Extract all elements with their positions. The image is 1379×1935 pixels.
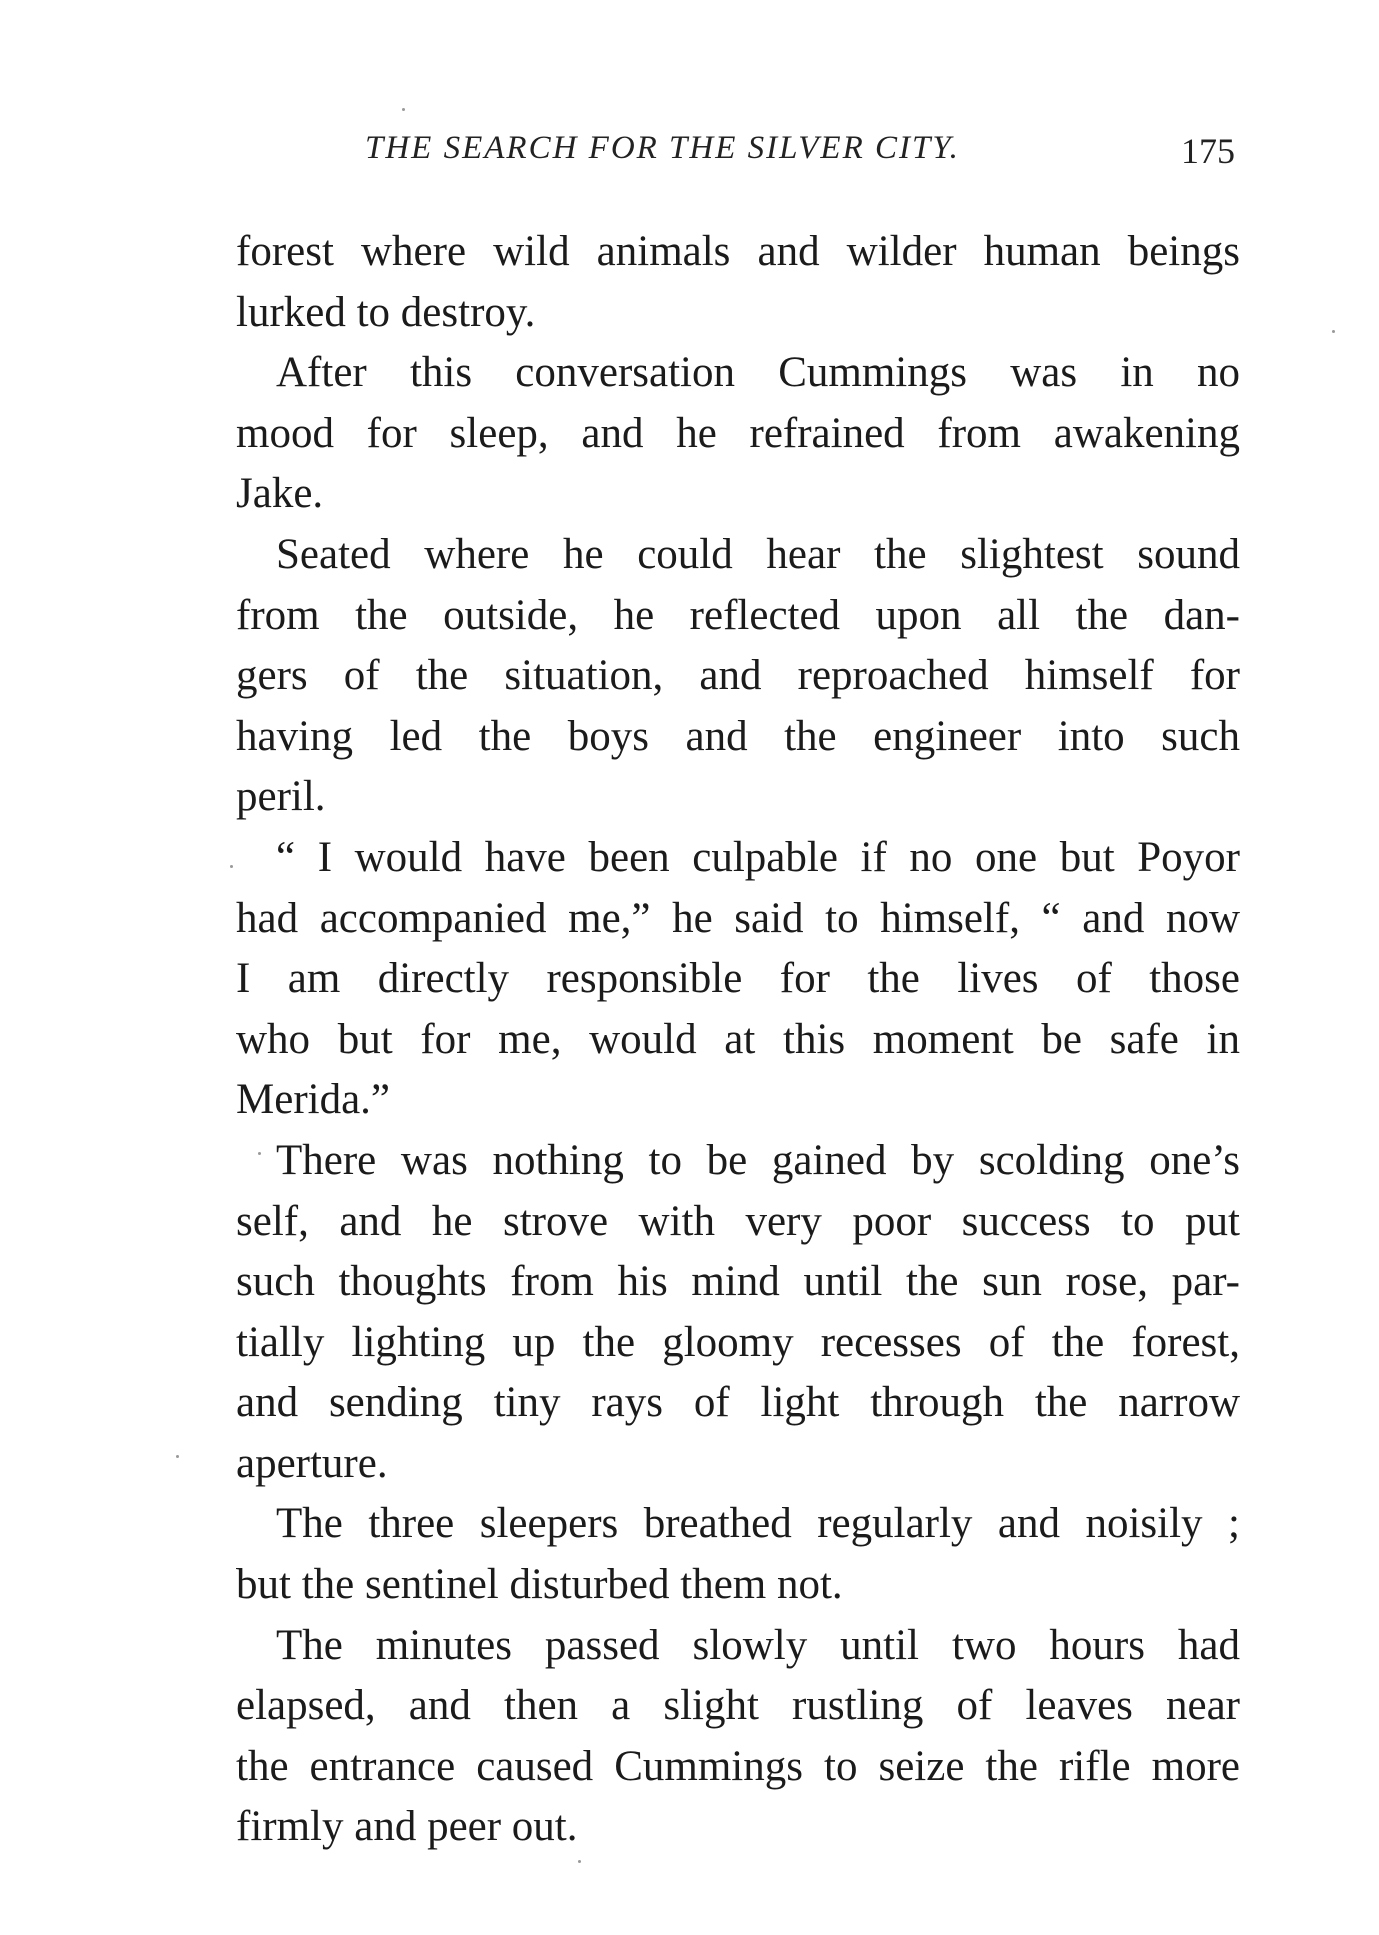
text-line: and sending tiny rays of light through the narrow [236,1379,1240,1427]
text-line: lurked to destroy. [236,288,536,336]
paragraph [236,343,1240,525]
print-speck [176,1455,179,1458]
text-line: The three sleepers breathed regularly and noisily ; [276,1500,1240,1548]
paragraph [236,1616,1240,1858]
text-line: Jake. [236,470,324,518]
text-line: Seated where he could hear the slightest sound [276,530,1240,578]
paragraph [236,1494,1240,1615]
text-line: tially lighting up the gloomy recesses of the forest, [236,1318,1240,1366]
paragraph [236,1131,1240,1495]
text-line: The minutes passed slowly until two hours had [276,1621,1240,1669]
text-line: “ I would have been culpable if no one but Poyor [276,833,1240,881]
print-speck [402,108,405,111]
paragraph [236,828,1240,1131]
text-line: such thoughts from his mind until the sun rose, par- [236,1258,1240,1306]
paragraph [236,222,1240,343]
paragraph [236,525,1240,828]
text-line: firmly and peer out. [236,1803,578,1851]
print-speck [578,1860,581,1863]
text-line: There was nothing to be gained by scolding one’s [276,1136,1240,1184]
text-line: mood for sleep, and he refrained from awakening [236,409,1240,457]
text-line: gers of the situation, and reproached himself for [236,652,1240,700]
text-line: the entrance caused Cummings to seize the rifle more [236,1742,1240,1790]
text-line: peril. [236,773,326,821]
page-number: 175 [1181,131,1235,171]
text-line: having led the boys and the engineer into such [236,712,1240,760]
text-line: who but for me, would at this moment be safe in [236,1015,1240,1063]
body-text [236,222,1240,1858]
text-line: from the outside, he reflected upon all the dan- [236,591,1240,639]
print-speck [258,1152,261,1155]
text-line: but the sentinel disturbed them not. [236,1561,843,1609]
print-speck [1332,330,1335,333]
text-line: After this conversation Cummings was in no [276,349,1240,397]
text-line: had accompanied me,” he said to himself, “ and now [236,894,1240,942]
running-head [365,130,1235,170]
text-line: Merida.” [236,1076,391,1124]
text-line: elapsed, and then a slight rustling of leaves near [236,1682,1240,1730]
text-line: I am directly responsible for the lives of those [236,955,1240,1003]
text-line: self, and he strove with very poor success to put [236,1197,1240,1245]
running-title: THE SEARCH FOR THE SILVER CITY. [365,130,960,166]
print-speck [230,865,233,868]
text-line: aperture. [236,1439,388,1487]
text-line: forest where wild animals and wilder human beings [236,228,1240,275]
